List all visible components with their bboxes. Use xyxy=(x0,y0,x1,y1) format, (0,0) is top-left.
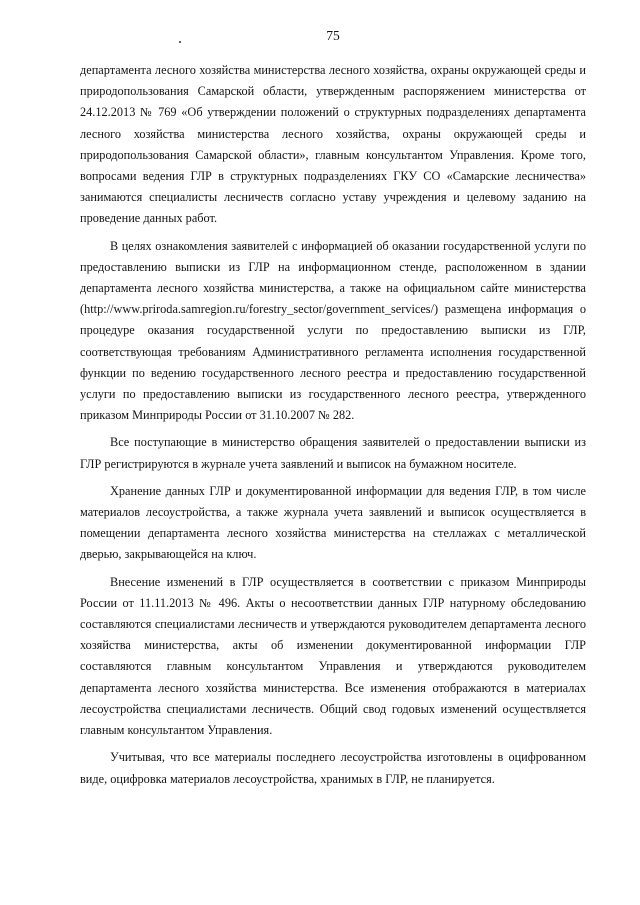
paragraph-changes: Внесение изменений в ГЛР осуществляется в соответствии с приказом Минприроды России от 11.11.2013 № 496. Акты о несоответствии данных ГЛР натурному обследованию составляются специалистами лесничеств и утверждаются руководителем департамента лесного хозяйства министерства, акты об изменении документированной информации ГЛР составляются главным консультантом Управления и утверждаются руководителем департамента лесного хозяйства министерства. Все изменения отображаются в материалах лесоустройства специалистами лесничеств. Общий свод годовых изменений осуществляется главным консультантом Управления. xyxy=(80,574,586,738)
paragraph-registration: Все поступающие в министерство обращения заявителей о предоставлении выписки из ГЛР регистрируются в журнале учета заявлений и выписок на бумажном носителе. xyxy=(80,435,586,471)
paragraph-info-access: В целях ознакомления заявителей с информацией об оказании государственной услуги по предоставлению выписки из ГЛР на информационном стенде, расположенном в здании департамента лесного хозяйства министерства, а также на официальном сайте министерства (http://www.priroda.samregion.ru/forestry_sector/government_services/) размещена информация о процедуре оказания государственной услуги по предоставлению выписки из ГЛР, соответствующая требованиям Административного регламента исполнения государственной функции по ведению государственного лесного реестра и предоставлению государственной услуги по предоставлению выписки из государственного лесного реестра, утвержденного приказом Минприроды России от 31.10.2007 № 282. xyxy=(80,238,586,423)
page-number: 75 xyxy=(326,28,340,43)
paragraph-continuation: департамента лесного хозяйства министерства лесного хозяйства, охраны окружающей среды и природопользования Самарской области, утвержденным распоряжением министерства от 24.12.2013 № 769 «Об утверждении положений о структурных подразделениях департамента лесного хозяйства министерства лесного хозяйства, охраны окружающей среды и природопользования Самарской области», главным консультантом Управления. Кроме того, вопросами ведения ГЛР в структурных подразделениях ГКУ СО «Самарские лесничества» занимаются специалисты лесничеств согласно уставу учреждения и целевому заданию на проведение данных работ. xyxy=(80,63,586,226)
paragraph-digitization: Учитывая, что все материалы последнего лесоустройства изготовлены в оцифрованном виде, оцифровка материалов лесоустройства, хранимых в ГЛР, не планируется. xyxy=(80,750,586,786)
paragraph-storage: Хранение данных ГЛР и документированной информации для ведения ГЛР, в том числе материалов лесоустройства, а также журнала учета заявлений и выписок осуществляется в помещении департамента лесного хозяйства министерства на стеллажах с металлической дверью, закрывающейся на ключ. xyxy=(80,483,586,562)
scan-speck xyxy=(179,41,181,43)
